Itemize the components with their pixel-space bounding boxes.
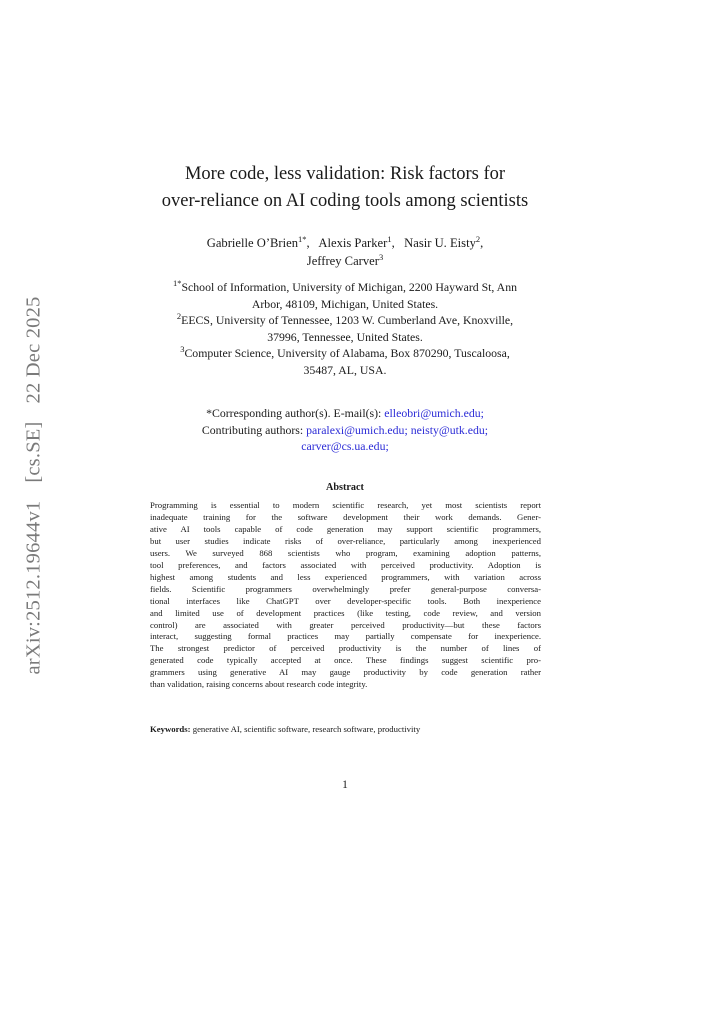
affiliation-mark: 1* <box>172 278 182 288</box>
arxiv-category: [cs.SE] <box>22 420 45 483</box>
author-name: Jeffrey Carver <box>306 254 379 268</box>
author-marks: 2 <box>475 234 481 244</box>
page-number: 1 <box>342 779 348 791</box>
title-line-2: over-reliance on AI coding tools among scientists <box>161 191 529 211</box>
abstract-line: tool preferences, and factors associated with perceived productivity. Adoption is <box>150 559 541 570</box>
email-link[interactable]: neisty@utk.edu; <box>410 422 489 437</box>
abstract-line: but user studies indicate risks of over-reliance, particularly among inexperienced <box>150 535 541 546</box>
affiliation-2-cont: 37996, Tennessee, United States. <box>267 329 423 344</box>
affiliation-mark: 2 <box>176 311 182 321</box>
affiliation-text: Computer Science, University of Alabama, Box 870290, Tuscaloosa, <box>184 346 510 360</box>
corresponding-line <box>120 405 570 422</box>
title-line-1: More code, less validation: Risk factors for <box>184 164 506 184</box>
contributing-label: Contributing authors: <box>201 422 304 437</box>
abstract-line: and limited use of development practices (like testing, code review, and version <box>150 607 541 618</box>
abstract-line: interact, suggesting formal practices may partially compensate for inexperience. <box>150 631 541 642</box>
keywords <box>150 723 541 735</box>
author-line-2 <box>120 252 570 270</box>
contributing-line-cont <box>120 438 570 455</box>
affiliation-3-cont: 35487, AL, USA. <box>303 362 387 377</box>
abstract-line: Programming is essential to modern scientific research, yet most scientists report <box>150 500 541 510</box>
keywords-label: Keywords: <box>150 724 191 734</box>
arxiv-date: 22 Dec 2025 <box>22 296 45 403</box>
affiliation-text: School of Information, University of Michigan, 2200 Hayward St, Ann <box>181 280 517 294</box>
abstract-heading: Abstract <box>326 482 364 493</box>
email-link[interactable]: elleobri@umich.edu; <box>384 406 484 420</box>
affiliation-list <box>128 279 562 378</box>
abstract-line: fields. Scientific programmers overwhelmingly prefer general-purpose conversa- <box>150 583 541 594</box>
affiliation-2 <box>128 312 562 329</box>
author-marks: 1 <box>387 234 392 244</box>
abstract-line: inadequate training for the software development their work demands. Gener- <box>150 511 541 522</box>
corresponding-label: *Corresponding author(s). E-mail(s): <box>206 406 382 420</box>
author-line-1: Gabrielle O’Brien$^{1*}$, Alexis Parker$^1$, Nasir U. Eisty$^2$, <box>206 234 484 250</box>
paper-title <box>100 161 590 215</box>
author-name: Gabrielle O’Brien <box>206 236 298 250</box>
abstract-line: generated code typically accepted at once. These findings suggest scientific pro- <box>150 655 541 666</box>
author-list <box>120 234 570 270</box>
abstract-line: users. We surveyed 868 scientists who program, examining adoption patterns, <box>150 547 541 558</box>
arxiv-id: arXiv:2512.19644v1 <box>22 500 45 674</box>
affiliation-text: EECS, University of Tennessee, 1203 W. Cumberland Ave, Knoxville, <box>181 313 514 327</box>
affiliation-3 <box>128 345 562 362</box>
abstract-line: highest among students and less experienced programmers, with variation across <box>150 571 541 582</box>
affiliation-1-cont: Arbor, 48109, Michigan, United States. <box>251 296 439 311</box>
author-marks: 3 <box>378 252 384 262</box>
arxiv-stamp <box>12 296 56 674</box>
correspondence-block <box>120 405 570 455</box>
abstract-line: The strongest predictor of perceived productivity is the number of lines of <box>150 643 541 654</box>
affiliation-mark: 3 <box>180 344 185 354</box>
abstract-line: than validation, raising concerns about research code integrity. <box>150 679 368 690</box>
abstract-line: grammers using generative AI may gauge productivity by code generation rather <box>150 667 541 678</box>
author-name: Nasir U. Eisty <box>404 236 476 250</box>
abstract-body <box>150 500 541 691</box>
abstract-line: control) are associated with greater perceived productivity—but these factors <box>150 619 541 630</box>
abstract-line: ative AI tools capable of code generation may support scientific programmers, <box>150 523 541 534</box>
author-name: Alexis Parker <box>318 236 388 250</box>
affiliation-1 <box>128 279 562 296</box>
email-link[interactable]: paralexi@umich.edu; <box>306 422 408 437</box>
keywords-text: generative AI, scientific software, research software, productivity <box>192 724 421 734</box>
email-link[interactable]: carver@cs.ua.edu; <box>301 439 389 453</box>
abstract-line: tional interfaces like ChatGPT over developer-specific tools. Both inexperience <box>150 595 541 606</box>
contributing-line <box>120 422 570 439</box>
author-marks: 1* <box>298 234 307 244</box>
